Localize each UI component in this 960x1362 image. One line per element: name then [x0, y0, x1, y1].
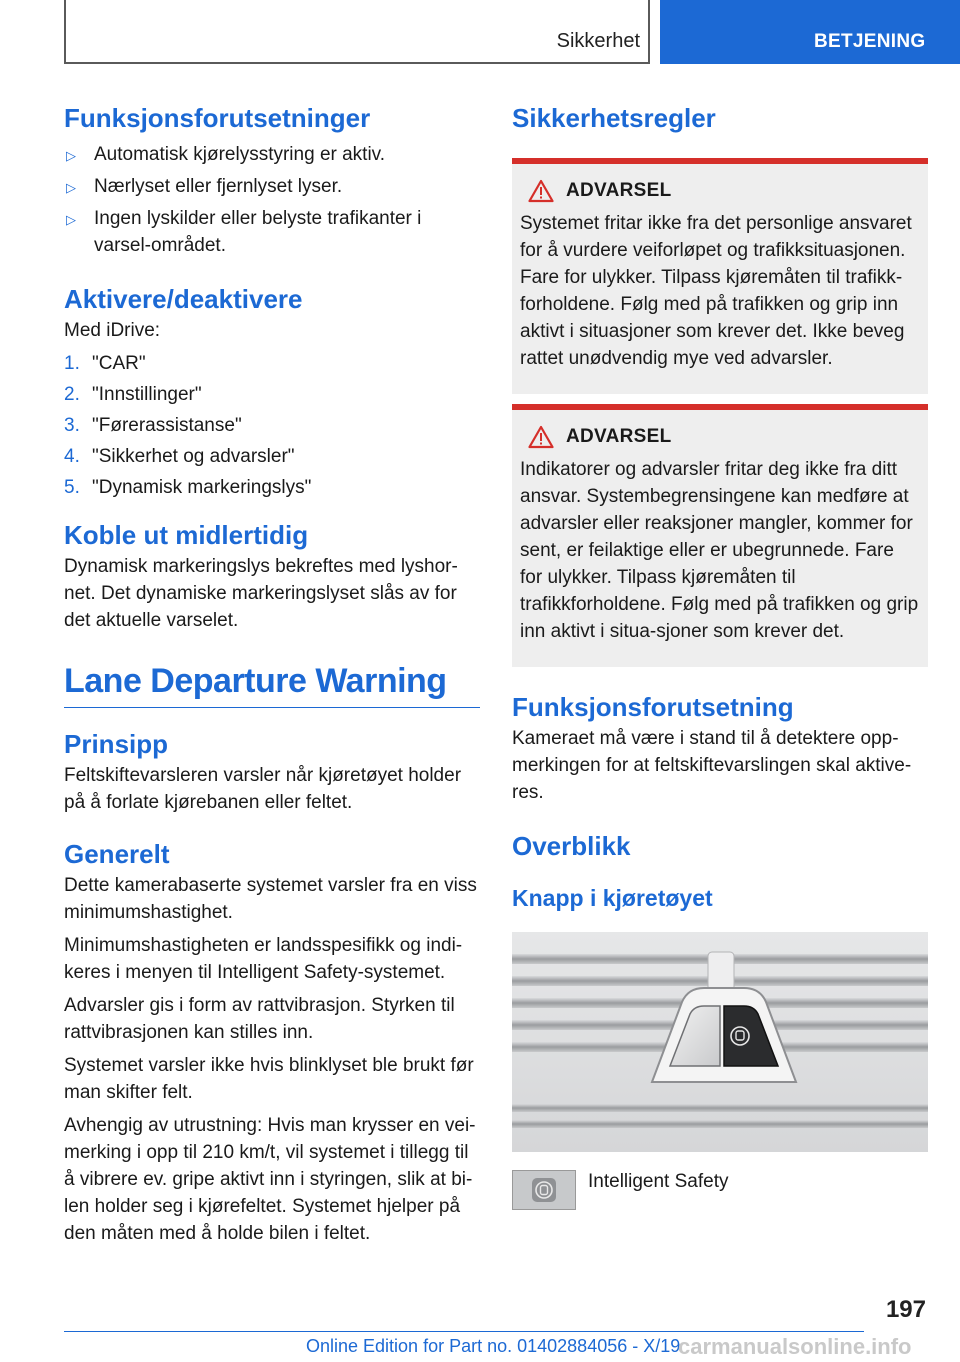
warning-text: Indikatorer og advarsler fritar deg ikke fra ditt ansvar. Systembegrensingene kan medføre at advarsler eller reaksjoner mangler, kommer for sent, er feilaktige eller er ubegrunnede. Fare for ulykker. Tilpass kjøremåten til trafikkforholdene. Følg med på trafikken og grip inn aktivt i situa-sjoner som krever det. [520, 459, 919, 642]
step-item: 1. "CAR" [64, 353, 146, 374]
legend-row [512, 1170, 928, 1210]
left-column [64, 100, 480, 1247]
triangle-bullet-icon: ▷ [66, 148, 76, 163]
heading-activate: Aktivere/deaktivere [64, 284, 303, 314]
heading-overview: Overblikk [512, 831, 631, 861]
general-paragraph: Advarsler gis i form av rattvibrasjon. Styrken til rattvibrasjonen kan stilles inn. [64, 995, 455, 1043]
heading-general: Generelt [64, 839, 170, 869]
warning-box [512, 404, 928, 667]
watermark: carmanualsonline.info [678, 1334, 912, 1359]
general-paragraph: Avhengig av utrustning: Hvis man krysser en vei-merking i opp til 210 km/t, vil systemet i tillegg til å vibrere ev. gripe aktivt inn i styringen, slik at bi-len holder seg i kjørefeltet. Systemet hjelper på den måten med å holde bilen i feltet. [64, 1115, 476, 1244]
right-column [512, 100, 928, 1210]
footer-divider [64, 1331, 864, 1332]
warning-header [528, 176, 920, 206]
heading-safety-rules: Sikkerhetsregler [512, 103, 716, 133]
steps-list [64, 350, 480, 501]
warning-box [512, 158, 928, 394]
step-item: 2. "Innstillinger" [64, 384, 202, 405]
chapter-heading: Lane Departure Warning [64, 662, 480, 708]
warning-label: ADVARSEL [566, 180, 672, 201]
heading-prerequisites: Funksjonsforutsetninger [64, 103, 371, 133]
legend-label: Intelligent Safety [588, 1171, 729, 1192]
general-paragraph: Dette kamerabaserte systemet varsler fra en viss minimumshastighet. [64, 875, 477, 923]
general-paragraph: Minimumshastigheten er landsspesifikk og indi-keres i menyen til Intelligent Safety-systemet. [64, 935, 463, 983]
heading-principle: Prinsipp [64, 729, 169, 759]
step-item: 4. "Sikkerhet og advarsler" [64, 446, 295, 467]
vehicle-button-photo [512, 932, 928, 1152]
chapter-tab [660, 0, 960, 64]
list-item: ▷ Automatisk kjørelysstyring er aktiv. [64, 141, 480, 168]
chapter-title: BETJENING [814, 31, 926, 52]
prerequisite-text: Kameraet må være i stand til å detektere opp-merkingen for at feltskiftevarslingen skal aktive-res. [512, 728, 912, 803]
edition-text: Online Edition for Part no. 01402884056 - X/19 [306, 1336, 681, 1356]
general-paragraph: Systemet varsler ikke hvis blinklyset ble brukt før man skifter felt. [64, 1055, 474, 1103]
list-item: ▷ Ingen lyskilder eller belyste trafikanter i varsel-området. [66, 208, 422, 256]
disconnect-text: Dynamisk markeringslys bekreftes med lyshor-net. Det dynamiske markeringslyset slås av for det aktuelle varselet. [64, 556, 458, 631]
warning-text: Systemet fritar ikke fra det personlige ansvaret for å vurdere veiforløpet og trafikksituasjonen. Fare for ulykker. Tilpass kjøremåten til trafikk-forholdene. Følg med på trafikken og grip inn aktivt i situasjoner som krever det. Ikke beveg rattet unødvendig mye ved advarsler. [520, 213, 912, 369]
warning-label: ADVARSEL [566, 426, 672, 447]
section-title: Sikkerhet [556, 30, 640, 52]
warning-triangle-icon [528, 179, 554, 203]
heading-disconnect: Koble ut midlertidig [64, 520, 309, 550]
intelligent-safety-icon [512, 1170, 576, 1210]
heading-function-prerequisite: Funksjonsforutsetning [512, 692, 794, 722]
principle-text: Feltskiftevarsleren varsler når kjøretøyet holder på å forlate kjørebanen eller feltet. [64, 765, 462, 813]
list-item: ▷ Nærlyset eller fjernlyset lyser. [64, 173, 480, 200]
heading-button-in-vehicle: Knapp i kjøretøyet [512, 885, 713, 911]
warning-triangle-icon [528, 425, 554, 449]
header-section-box [64, 0, 650, 64]
activate-intro: Med iDrive: [64, 320, 161, 341]
page-number: 197 [885, 1296, 926, 1323]
step-item: 3. "Førerassistanse" [64, 415, 242, 436]
triangle-bullet-icon: ▷ [66, 212, 76, 227]
prerequisites-list [64, 141, 480, 259]
warning-header [528, 422, 920, 452]
step-item: 5. "Dynamisk markeringslys" [64, 477, 312, 498]
triangle-bullet-icon: ▷ [66, 180, 76, 195]
